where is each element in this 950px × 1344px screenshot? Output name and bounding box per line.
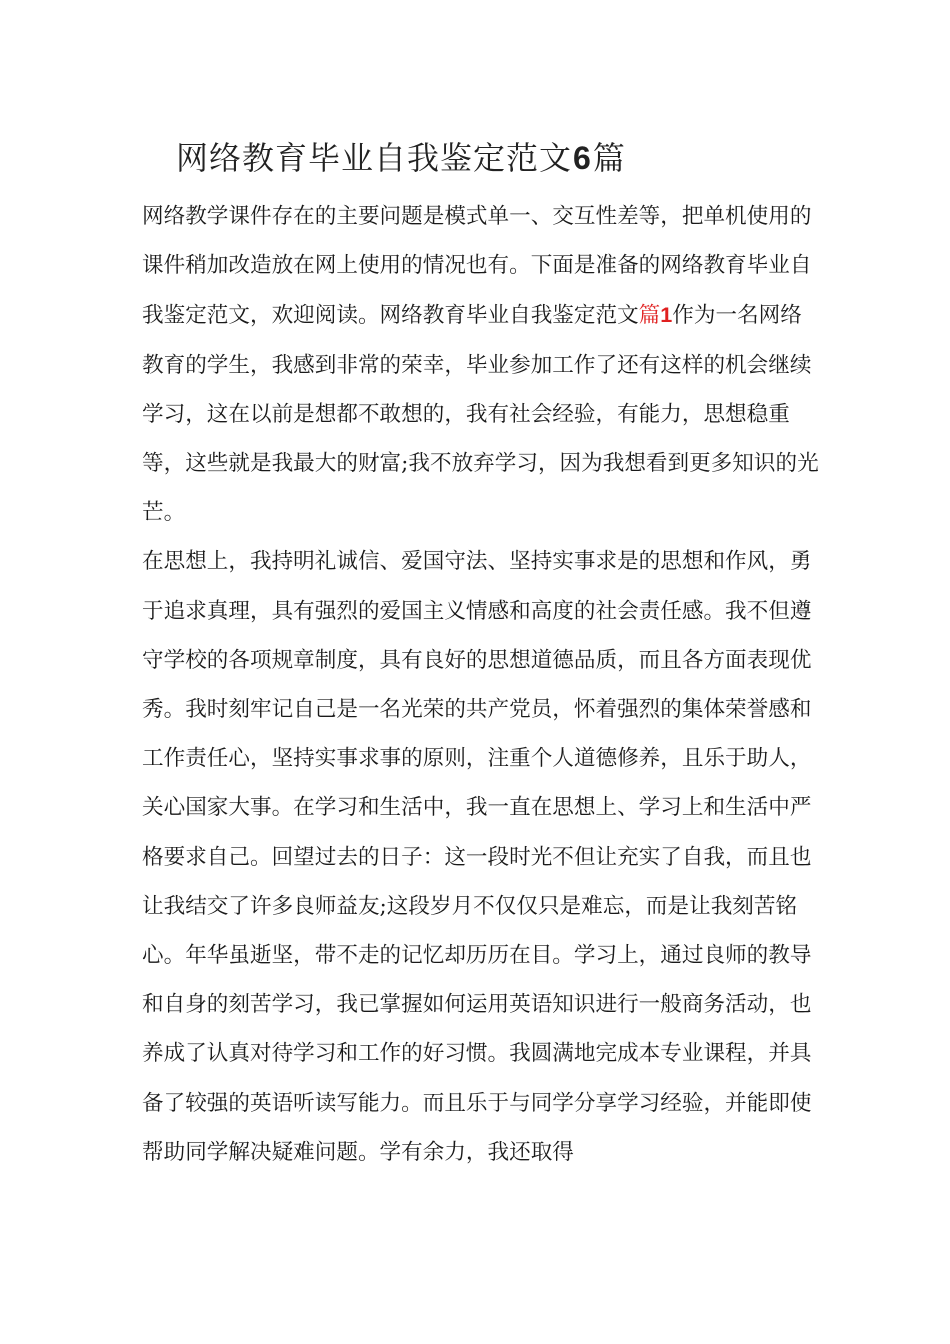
title-main-text: 网络教育毕业自我鉴定范文 (176, 139, 573, 177)
title-number: 6 (573, 140, 592, 176)
section-marker-char: 篇 (638, 303, 661, 329)
paragraph-intro (142, 192, 822, 537)
section-marker (639, 303, 673, 328)
paragraph-intro-text: 网络教学课件存在的主要问题是模式单一、交互性差等，把单机使用的课件稍加改造放在网上使用的情况也有。下面是准备的网络教育毕业自我鉴定范文，欢迎阅读。网络教育毕业自我鉴定范文 (142, 204, 812, 329)
document-body (142, 192, 822, 1177)
paragraph-main: 在思想上，我持明礼诚信、爱国守法、坚持实事求是的思想和作风，勇于追求真理，具有强烈的爱国主义情感和高度的社会责任感。我不但遵守学校的各项规章制度，具有良好的思想道德品质，而且各方面表现优秀。我时刻牢记自己是一名光荣的共产党员，怀着强烈的集体荣誉感和工作责任心，坚持实事求事的原则，注重个人道德修养，且乐于助人，关心国家大事。在学习和生活中，我一直在思想上、学习上和生活中严格要求自己。回望过去的日子：这一段时光不但让充实了自我，而且也让我结交了许多良师益友;这段岁月不仅仅只是难忘，而是让我刻苦铭心。年华虽逝坚，带不走的记忆却历历在目。学习上，通过良师的教导和自身的刻苦学习，我已掌握如何运用英语知识进行一般商务活动，也养成了认真对待学习和工作的好习惯。我圆满地完成本专业课程，并具备了较强的英语听读写能力。而且乐于与同学分享学习经验，并能即使帮助同学解决疑难问题。学有余力，我还取得 (142, 549, 812, 1165)
paragraph-intro-continued: 作为一名网络教育的学生，我感到非常的荣幸，毕业参加工作了还有这样的机会继续学习，这在以前是想都不敢想的，我有社会经验，有能力，思想稳重等，这些就是我最大的财富;我不放弃学习，因为我想看到更多知识的光芒。 (142, 303, 819, 526)
section-marker-number: 1 (660, 302, 673, 328)
document-title (176, 132, 626, 184)
title-suffix: 篇 (592, 139, 626, 177)
